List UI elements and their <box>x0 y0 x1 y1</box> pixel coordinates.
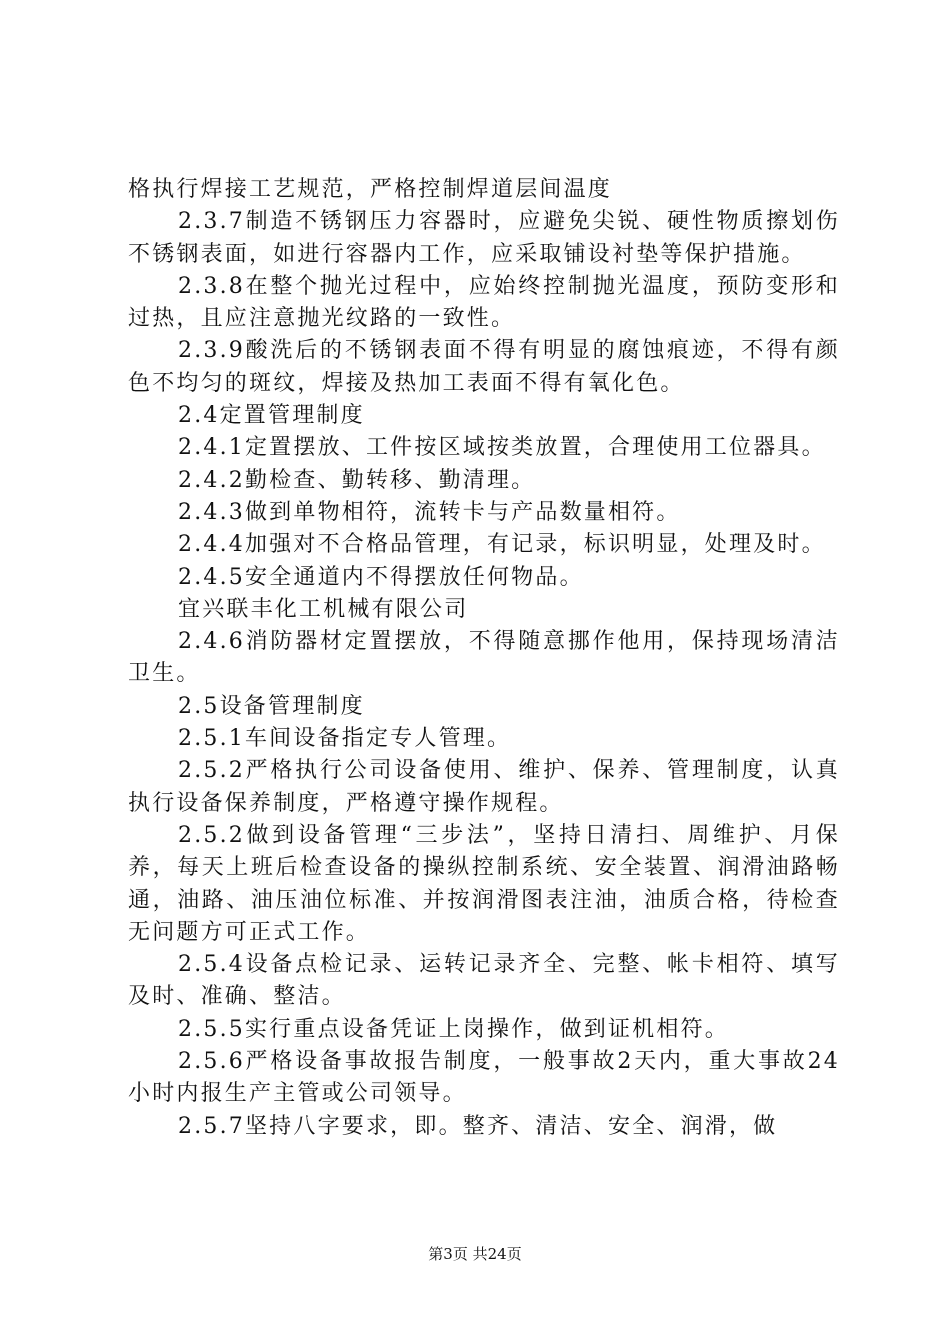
paragraph: 2.5.1车间设备指定专人管理。 <box>178 726 512 752</box>
paragraph: 2.3.8在整个抛光过程中，应始终控制抛光温度，预防变形和过热，且应注意抛光纹路的一致性。 <box>128 273 840 332</box>
paragraph: 2.4.6消防器材定置摆放，不得随意挪作他用，保持现场清洁卫生。 <box>128 629 840 687</box>
paragraph: 2.5.6严格设备事故报告制度，一般事故2天内，重大事故24小时内报生产主管或公司领导。 <box>128 1049 840 1107</box>
paragraph: 2.4.4加强对不合格品管理，有记录，标识明显，处理及时。 <box>178 532 826 558</box>
paragraph: 2.5.2做到设备管理“三步法”，坚持日清扫、周维护、月保养，每天上班后检查设备的操纵控制系统、安全装置、润滑油路畅通，油路、油压油位标准、并按润滑图表注油，油质合格，待检查无问题方可正式工作。 <box>128 822 840 945</box>
paragraph: 2.4.3做到单物相符，流转卡与产品数量相符。 <box>178 499 681 525</box>
company-name: 宜兴联丰化工机械有限公司 <box>178 596 469 622</box>
document-body <box>128 174 840 1143</box>
paragraph: 2.5.4设备点检记录、运转记录齐全、完整、帐卡相符、填写及时、准确、整洁。 <box>128 952 840 1010</box>
paragraph: 2.5.5实行重点设备凭证上岗操作，做到证机相符。 <box>178 1016 729 1042</box>
paragraph: 2.5.7坚持八字要求，即。整齐、清洁、安全、润滑，做 <box>178 1113 778 1139</box>
paragraph: 格执行焊接工艺规范，严格控制焊道层间温度 <box>128 177 613 202</box>
paragraph: 2.4.5安全通道内不得摆放任何物品。 <box>178 564 584 590</box>
section-heading: 2.5设备管理制度 <box>178 693 365 719</box>
page-number-footer: 第3页 共24页 <box>428 1245 522 1263</box>
section-heading: 2.4定置管理制度 <box>178 403 365 429</box>
paragraph: 2.3.9酸洗后的不锈钢表面不得有明显的腐蚀痕迹，不得有颜色不均匀的斑纹，焊接及热加工表面不得有氧化色。 <box>128 338 840 396</box>
paragraph: 2.5.2严格执行公司设备使用、维护、保养、管理制度，认真执行设备保养制度，严格遵守操作规程。 <box>128 758 840 816</box>
paragraph: 2.4.1定置摆放、工件按区域按类放置，合理使用工位器具。 <box>178 435 826 461</box>
paragraph: 2.4.2勤检查、勤转移、勤清理。 <box>178 467 536 493</box>
paragraph: 2.3.7制造不锈钢压力容器时，应避免尖锐、硬性物质擦划伤不锈钢表面，如进行容器内工作，应采取铺设衬垫等保护措施。 <box>128 209 840 267</box>
